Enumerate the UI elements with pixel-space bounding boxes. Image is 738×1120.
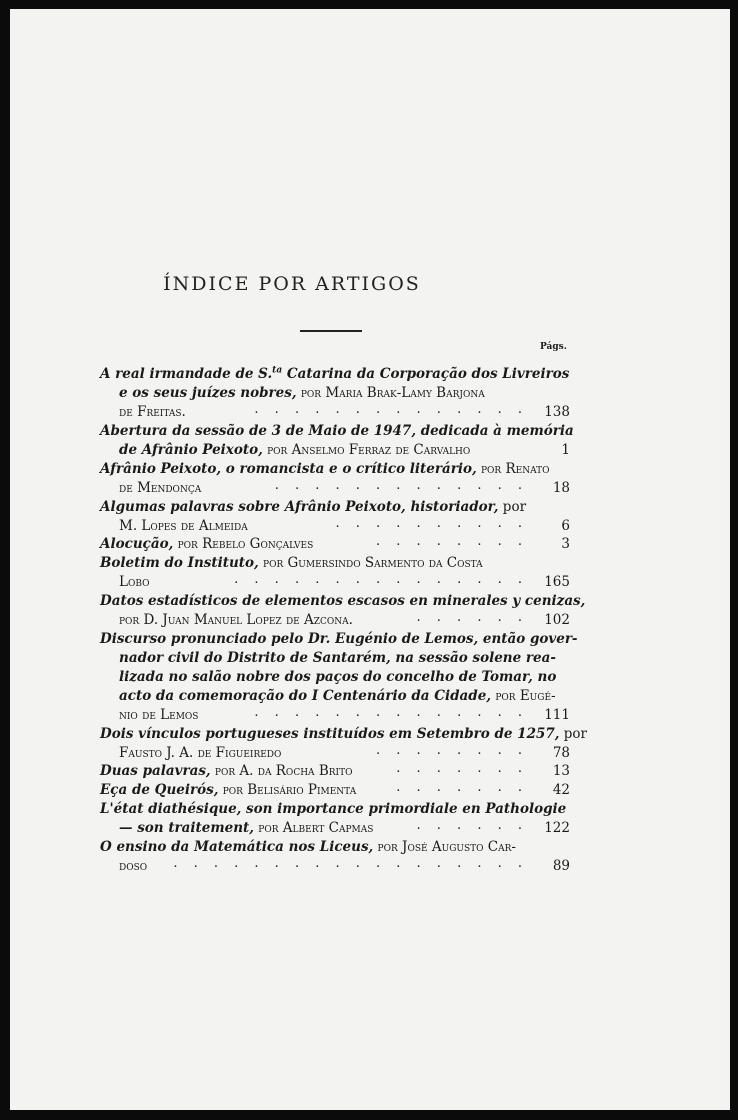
index-entry [100,592,586,630]
title-rule [300,330,362,332]
index-entry [100,554,570,592]
dot-leader: . . . . . . . [396,761,528,776]
dot-leader: . . . . . . [416,610,528,625]
entry-line: nador civil do Distrito de Santarém, na sessão solene rea- [119,650,556,666]
document-page [10,9,730,1110]
entry-line: Afrânio Peixoto, o romancista e o crítico literário, por Renato [100,461,550,477]
dot-leader: . . . . . . . . [376,743,528,758]
page-number: 111 [544,707,570,723]
entry-line: nio de Lemos . . . . . . . . . . . . . . 111 [119,705,570,723]
entry-line: A real irmandade de S.$^{ta}$ Catarina da Corporação dos Livreiros [100,365,570,382]
entry-line: Datos estadísticos de elementos escasos en minerales y cenizas, [100,593,586,609]
index-entry [100,725,587,763]
index-entry [100,460,570,498]
entry-line: Duas palavras, por A. da Rocha Brito . . . . . . . 13 [100,761,570,779]
dot-leader: . . . . . . . . . . [335,516,528,531]
page-number: 122 [544,820,570,836]
entry-line: Lobo . . . . . . . . . . . . . . . 165 [119,572,570,590]
entry-line: Alocução, por Rebelo Gonçalves . . . . . . . . 3 [100,534,570,552]
entry-line: de Mendonça . . . . . . . . . . . . . 18 [119,478,570,496]
entry-line: Abertura da sessão de 3 de Maio de 1947, dedicada à memória [100,423,574,439]
entry-line: Discurso pronunciado pelo Dr. Eugénio de Lemos, então gover- [100,631,578,647]
entry-line: Eça de Queirós, por Belisário Pimenta . . . . . . . 42 [100,780,570,798]
page-number: 3 [561,536,570,552]
entry-line: por D. Juan Manuel Lopez de Azcona. . . . . . . 102 [119,610,570,628]
page-number: 42 [552,782,570,798]
dot-leader: . . . . . . . . [376,534,528,549]
dot-leader: . . . . . . . . . . . . . . [254,705,528,720]
index-entry [100,422,574,460]
entry-line: Dois vínculos portugueses instituídos em Setembro de 1257, por [100,726,587,742]
index-entry [100,838,570,876]
entry-line: Fausto J. A. de Figueiredo . . . . . . . . 78 [119,743,570,761]
dot-leader: . . . . . . . . . . . . . . [254,402,528,417]
page-number: 13 [552,763,570,779]
page-number: 78 [552,745,570,761]
dot-leader: . . . . . . . . . . . . . [274,478,528,493]
entry-line: M. Lopes de Almeida . . . . . . . . . . 6 [119,516,570,534]
index-entry [100,781,570,800]
page-number: 6 [561,518,570,534]
entry-line: Algumas palavras sobre Afrânio Peixoto, historiador, por [100,499,527,515]
entry-line: L'état diathésique, son importance primordiale en Pathologie [100,801,567,817]
entry-line: de Freitas. . . . . . . . . . . . . . . 138 [119,402,570,420]
page-number: 102 [544,612,570,628]
entry-line: O ensino da Matemática nos Liceus, por José Augusto Car- [100,839,516,855]
dot-leader: . . . . . . . . . . . . . . . . . . [173,856,528,871]
entry-line: de Afrânio Peixoto, por Anselmo Ferraz de Carvalho 1 [119,442,570,458]
index-entry [100,498,570,536]
entry-line: acto da comemoração do I Centenário da Cidade, por Eugé- [119,688,556,704]
pages-column-label: Págs. [540,342,567,352]
page-number: 1 [561,442,570,458]
entry-line: lizada no salão nobre dos paços do concelho de Tomar, no [119,669,557,685]
page-number: 18 [552,480,570,496]
entry-line: e os seus juízes nobres, por Maria Brak-Lamy Barjona [119,385,485,401]
index-entry [100,630,578,725]
page-number: 89 [552,858,570,874]
entry-line: — son traitement, por Albert Capmas . . . . . . 122 [119,818,570,836]
page-number: 165 [544,574,570,590]
dot-leader: . . . . . . [416,818,528,833]
dot-leader: . . . . . . . [396,780,528,795]
page-number: 138 [544,404,570,420]
entry-line: doso . . . . . . . . . . . . . . . . . . 89 [119,856,570,874]
dot-leader: . . . . . . . . . . . . . . . [234,572,528,587]
entry-line: Boletim do Instituto, por Gumersindo Sarmento da Costa [100,555,483,571]
index-entry [100,535,570,554]
index-entry [100,800,570,838]
index-entry [100,365,570,422]
index-title: ÍNDICE POR ARTIGOS [163,273,421,295]
